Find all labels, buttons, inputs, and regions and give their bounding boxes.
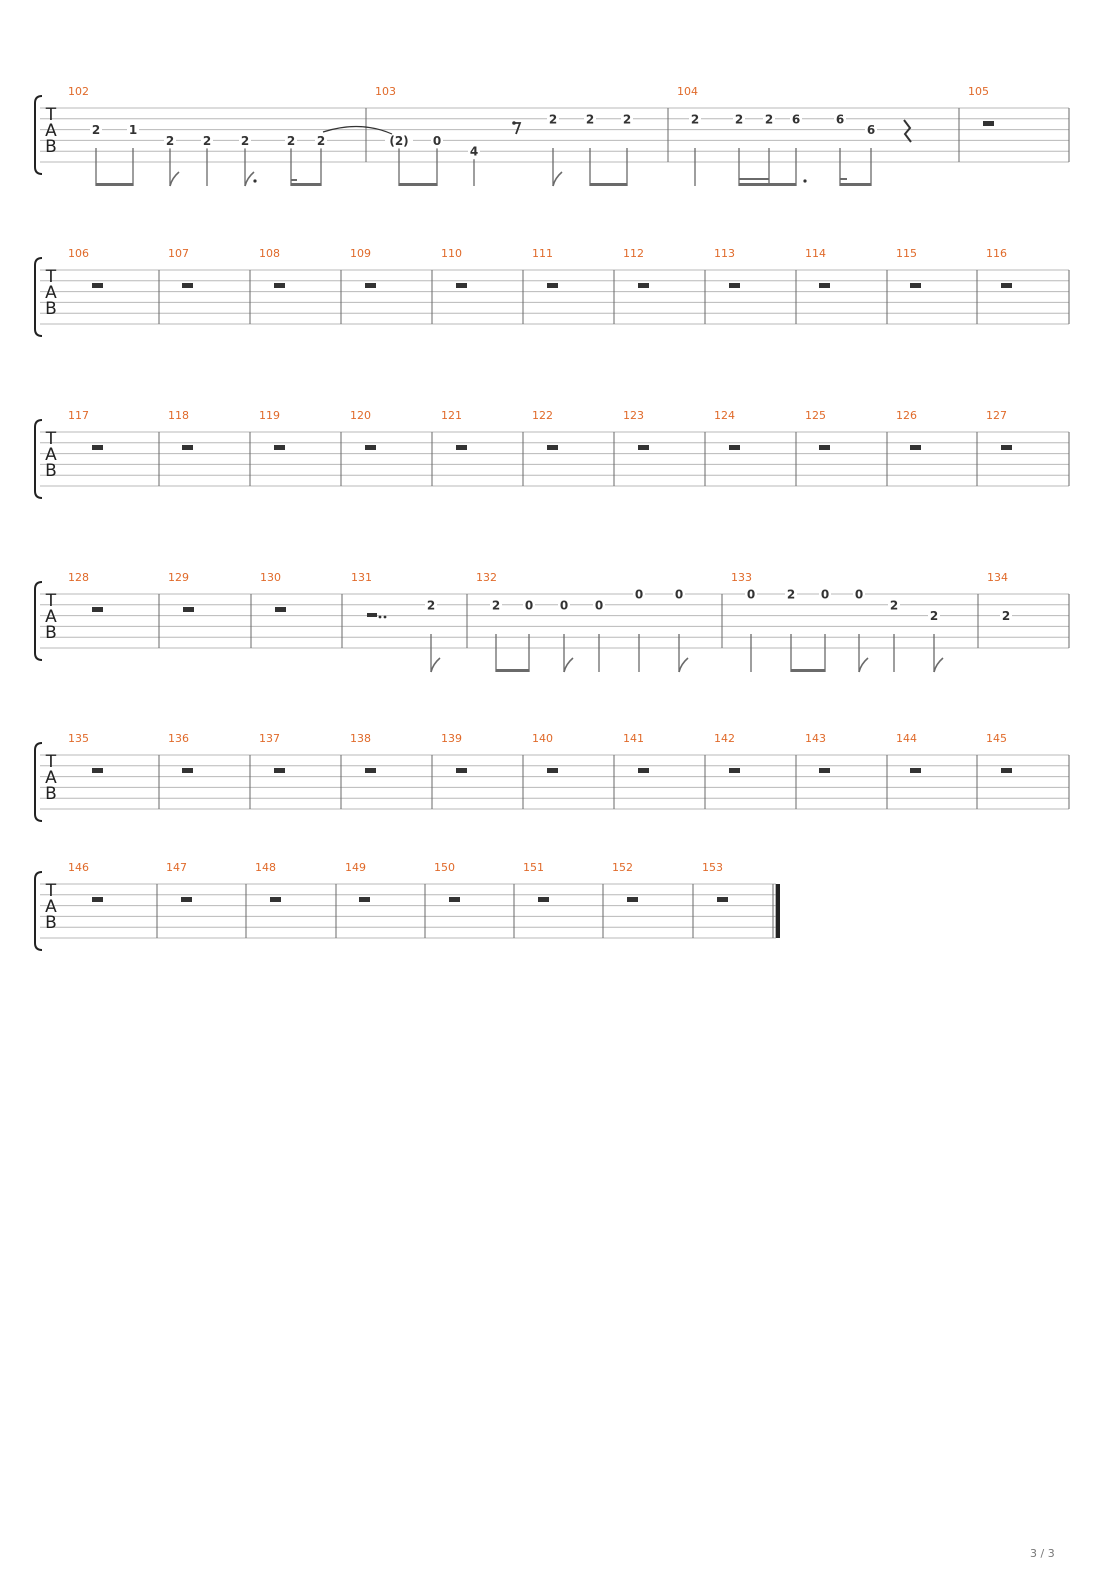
whole-rest	[819, 283, 830, 288]
measure-number: 105	[968, 85, 989, 98]
measure-number: 110	[441, 247, 462, 260]
whole-rest	[538, 897, 549, 902]
whole-rest	[183, 607, 194, 612]
whole-rest	[182, 445, 193, 450]
note-flag	[170, 172, 179, 186]
measure-number: 121	[441, 409, 462, 422]
whole-rest	[717, 897, 728, 902]
whole-rest	[910, 768, 921, 773]
whole-rest	[92, 897, 103, 902]
fret-number: 2	[548, 112, 558, 127]
augmentation-dot	[379, 616, 382, 619]
fret-number: 2	[786, 587, 796, 602]
whole-rest	[1001, 445, 1012, 450]
fret-number: 2	[165, 133, 175, 148]
whole-rest	[627, 897, 638, 902]
whole-rest	[547, 283, 558, 288]
beam	[96, 183, 133, 186]
whole-rest	[182, 283, 193, 288]
measure-number: 139	[441, 732, 462, 745]
measure-number: 149	[345, 861, 366, 874]
whole-rest	[274, 283, 285, 288]
measure-number: 128	[68, 571, 89, 584]
fret-number: 2	[491, 598, 501, 613]
measure-number: 144	[896, 732, 917, 745]
whole-rest	[92, 445, 103, 450]
fret-number: 2	[1001, 609, 1011, 624]
partial-beam	[291, 179, 297, 181]
tab-clef-t: T	[45, 591, 57, 611]
measure-number: 138	[350, 732, 371, 745]
fret-number: 0	[820, 587, 830, 602]
measure-number: 135	[68, 732, 89, 745]
tab-clef-a: A	[45, 283, 57, 303]
fret-number: 2	[426, 598, 436, 613]
measure-number: 134	[987, 571, 1008, 584]
measure-number: 136	[168, 732, 189, 745]
whole-rest	[275, 607, 286, 612]
fret-number: 0	[854, 587, 864, 602]
measure-number: 124	[714, 409, 735, 422]
whole-rest	[983, 121, 994, 126]
measure-number: 150	[434, 861, 455, 874]
measure-number: 112	[623, 247, 644, 260]
whole-rest	[359, 897, 370, 902]
fret-number: 0	[634, 587, 644, 602]
note-flag	[934, 658, 943, 672]
whole-rest	[819, 768, 830, 773]
tie	[323, 126, 392, 134]
fret-number: 6	[791, 112, 801, 127]
measure-number: 140	[532, 732, 553, 745]
beam	[739, 183, 796, 186]
measure-number: 129	[168, 571, 189, 584]
fret-number: 2	[316, 133, 326, 148]
whole-rest	[638, 768, 649, 773]
whole-rest	[638, 445, 649, 450]
whole-rest	[449, 897, 460, 902]
measure-number: 102	[68, 85, 89, 98]
measure-number: 120	[350, 409, 371, 422]
augmentation-dot	[253, 179, 256, 182]
beam	[399, 183, 437, 186]
whole-rest	[910, 445, 921, 450]
fret-number: 2	[202, 133, 212, 148]
beam	[590, 183, 627, 186]
measure-number: 113	[714, 247, 735, 260]
quarter-rest	[904, 120, 911, 142]
whole-rest	[547, 445, 558, 450]
secondary-beam	[739, 178, 769, 180]
whole-rest	[182, 768, 193, 773]
fret-number: 2	[585, 112, 595, 127]
beam	[791, 669, 825, 672]
measure-number: 147	[166, 861, 187, 874]
measure-number: 141	[623, 732, 644, 745]
partial-beam	[840, 178, 847, 180]
whole-rest	[819, 445, 830, 450]
beam	[840, 183, 871, 186]
fret-number: 0	[674, 587, 684, 602]
tab-clef-a: A	[45, 768, 57, 788]
measure-number: 119	[259, 409, 280, 422]
fret-number: 2	[91, 123, 101, 138]
whole-rest	[92, 607, 103, 612]
whole-rest	[456, 768, 467, 773]
measure-number: 115	[896, 247, 917, 260]
tab-clef-t: T	[45, 267, 57, 287]
whole-rest	[729, 283, 740, 288]
augmentation-dot	[803, 179, 806, 182]
fret-number: 2	[286, 133, 296, 148]
fret-number: 0	[524, 598, 534, 613]
half-rest	[367, 613, 377, 617]
fret-number: 0	[559, 598, 569, 613]
measure-number: 109	[350, 247, 371, 260]
fret-number: 0	[746, 587, 756, 602]
note-flag	[679, 658, 688, 672]
note-flag	[564, 658, 573, 672]
measure-number: 146	[68, 861, 89, 874]
whole-rest	[1001, 283, 1012, 288]
measure-number: 103	[375, 85, 396, 98]
whole-rest	[365, 283, 376, 288]
tab-clef-t: T	[45, 105, 57, 125]
fret-number: 2	[764, 112, 774, 127]
measure-number: 111	[532, 247, 553, 260]
measure-number: 108	[259, 247, 280, 260]
tab-clef-t: T	[45, 881, 57, 901]
tab-clef-a: A	[45, 607, 57, 627]
measure-number: 126	[896, 409, 917, 422]
whole-rest	[638, 283, 649, 288]
fret-number: 4	[469, 144, 479, 159]
tab-clef-a: A	[45, 121, 57, 141]
measure-number: 107	[168, 247, 189, 260]
measure-number: 145	[986, 732, 1007, 745]
whole-rest	[270, 897, 281, 902]
measure-number: 122	[532, 409, 553, 422]
tab-clef-b: B	[45, 137, 57, 157]
whole-rest	[181, 897, 192, 902]
fret-number: 2	[734, 112, 744, 127]
measure-number: 142	[714, 732, 735, 745]
augmentation-dot	[384, 616, 387, 619]
whole-rest	[274, 768, 285, 773]
measure-number: 131	[351, 571, 372, 584]
fret-number: (2)	[389, 133, 409, 148]
measure-number: 117	[68, 409, 89, 422]
measure-number: 125	[805, 409, 826, 422]
whole-rest	[547, 768, 558, 773]
note-flag	[245, 172, 254, 186]
whole-rest	[92, 768, 103, 773]
measure-number: 151	[523, 861, 544, 874]
beam	[496, 669, 529, 672]
tab-clef-b: B	[45, 299, 57, 319]
note-flag	[553, 172, 562, 186]
final-barline-thick	[776, 884, 780, 938]
fret-number: 0	[432, 133, 442, 148]
measure-number: 114	[805, 247, 826, 260]
tab-clef-t: T	[45, 429, 57, 449]
tab-clef-b: B	[45, 461, 57, 481]
fret-number: 2	[240, 133, 250, 148]
whole-rest	[274, 445, 285, 450]
whole-rest	[910, 283, 921, 288]
fret-number: 2	[690, 112, 700, 127]
fret-number: 2	[622, 112, 632, 127]
measure-number: 123	[623, 409, 644, 422]
note-flag	[859, 658, 868, 672]
note-flag	[431, 658, 440, 672]
measure-number: 132	[476, 571, 497, 584]
measure-number: 130	[260, 571, 281, 584]
whole-rest	[729, 445, 740, 450]
tab-clef-a: A	[45, 445, 57, 465]
beam	[291, 183, 321, 186]
measure-number: 148	[255, 861, 276, 874]
tab-clef-a: A	[45, 897, 57, 917]
measure-number: 137	[259, 732, 280, 745]
tab-clef-b: B	[45, 623, 57, 643]
tab-clef-t: T	[45, 752, 57, 772]
fret-number: 1	[128, 123, 138, 138]
measure-number: 143	[805, 732, 826, 745]
tab-clef-b: B	[45, 784, 57, 804]
fret-number: 6	[866, 123, 876, 138]
page-number: 3 / 3	[1030, 1547, 1055, 1560]
whole-rest	[92, 283, 103, 288]
fret-number: 6	[835, 112, 845, 127]
eighth-rest	[514, 123, 520, 134]
whole-rest	[729, 768, 740, 773]
measure-number: 116	[986, 247, 1007, 260]
measure-number: 127	[986, 409, 1007, 422]
measure-number: 153	[702, 861, 723, 874]
fret-number: 2	[889, 598, 899, 613]
fret-number: 0	[594, 598, 604, 613]
measure-number: 106	[68, 247, 89, 260]
measure-number: 104	[677, 85, 698, 98]
whole-rest	[1001, 768, 1012, 773]
measure-number: 133	[731, 571, 752, 584]
measure-number: 118	[168, 409, 189, 422]
whole-rest	[456, 283, 467, 288]
fret-number: 2	[929, 609, 939, 624]
whole-rest	[365, 768, 376, 773]
eighth-rest-dot	[512, 121, 516, 125]
measure-number: 152	[612, 861, 633, 874]
whole-rest	[365, 445, 376, 450]
whole-rest	[456, 445, 467, 450]
tab-clef-b: B	[45, 913, 57, 933]
